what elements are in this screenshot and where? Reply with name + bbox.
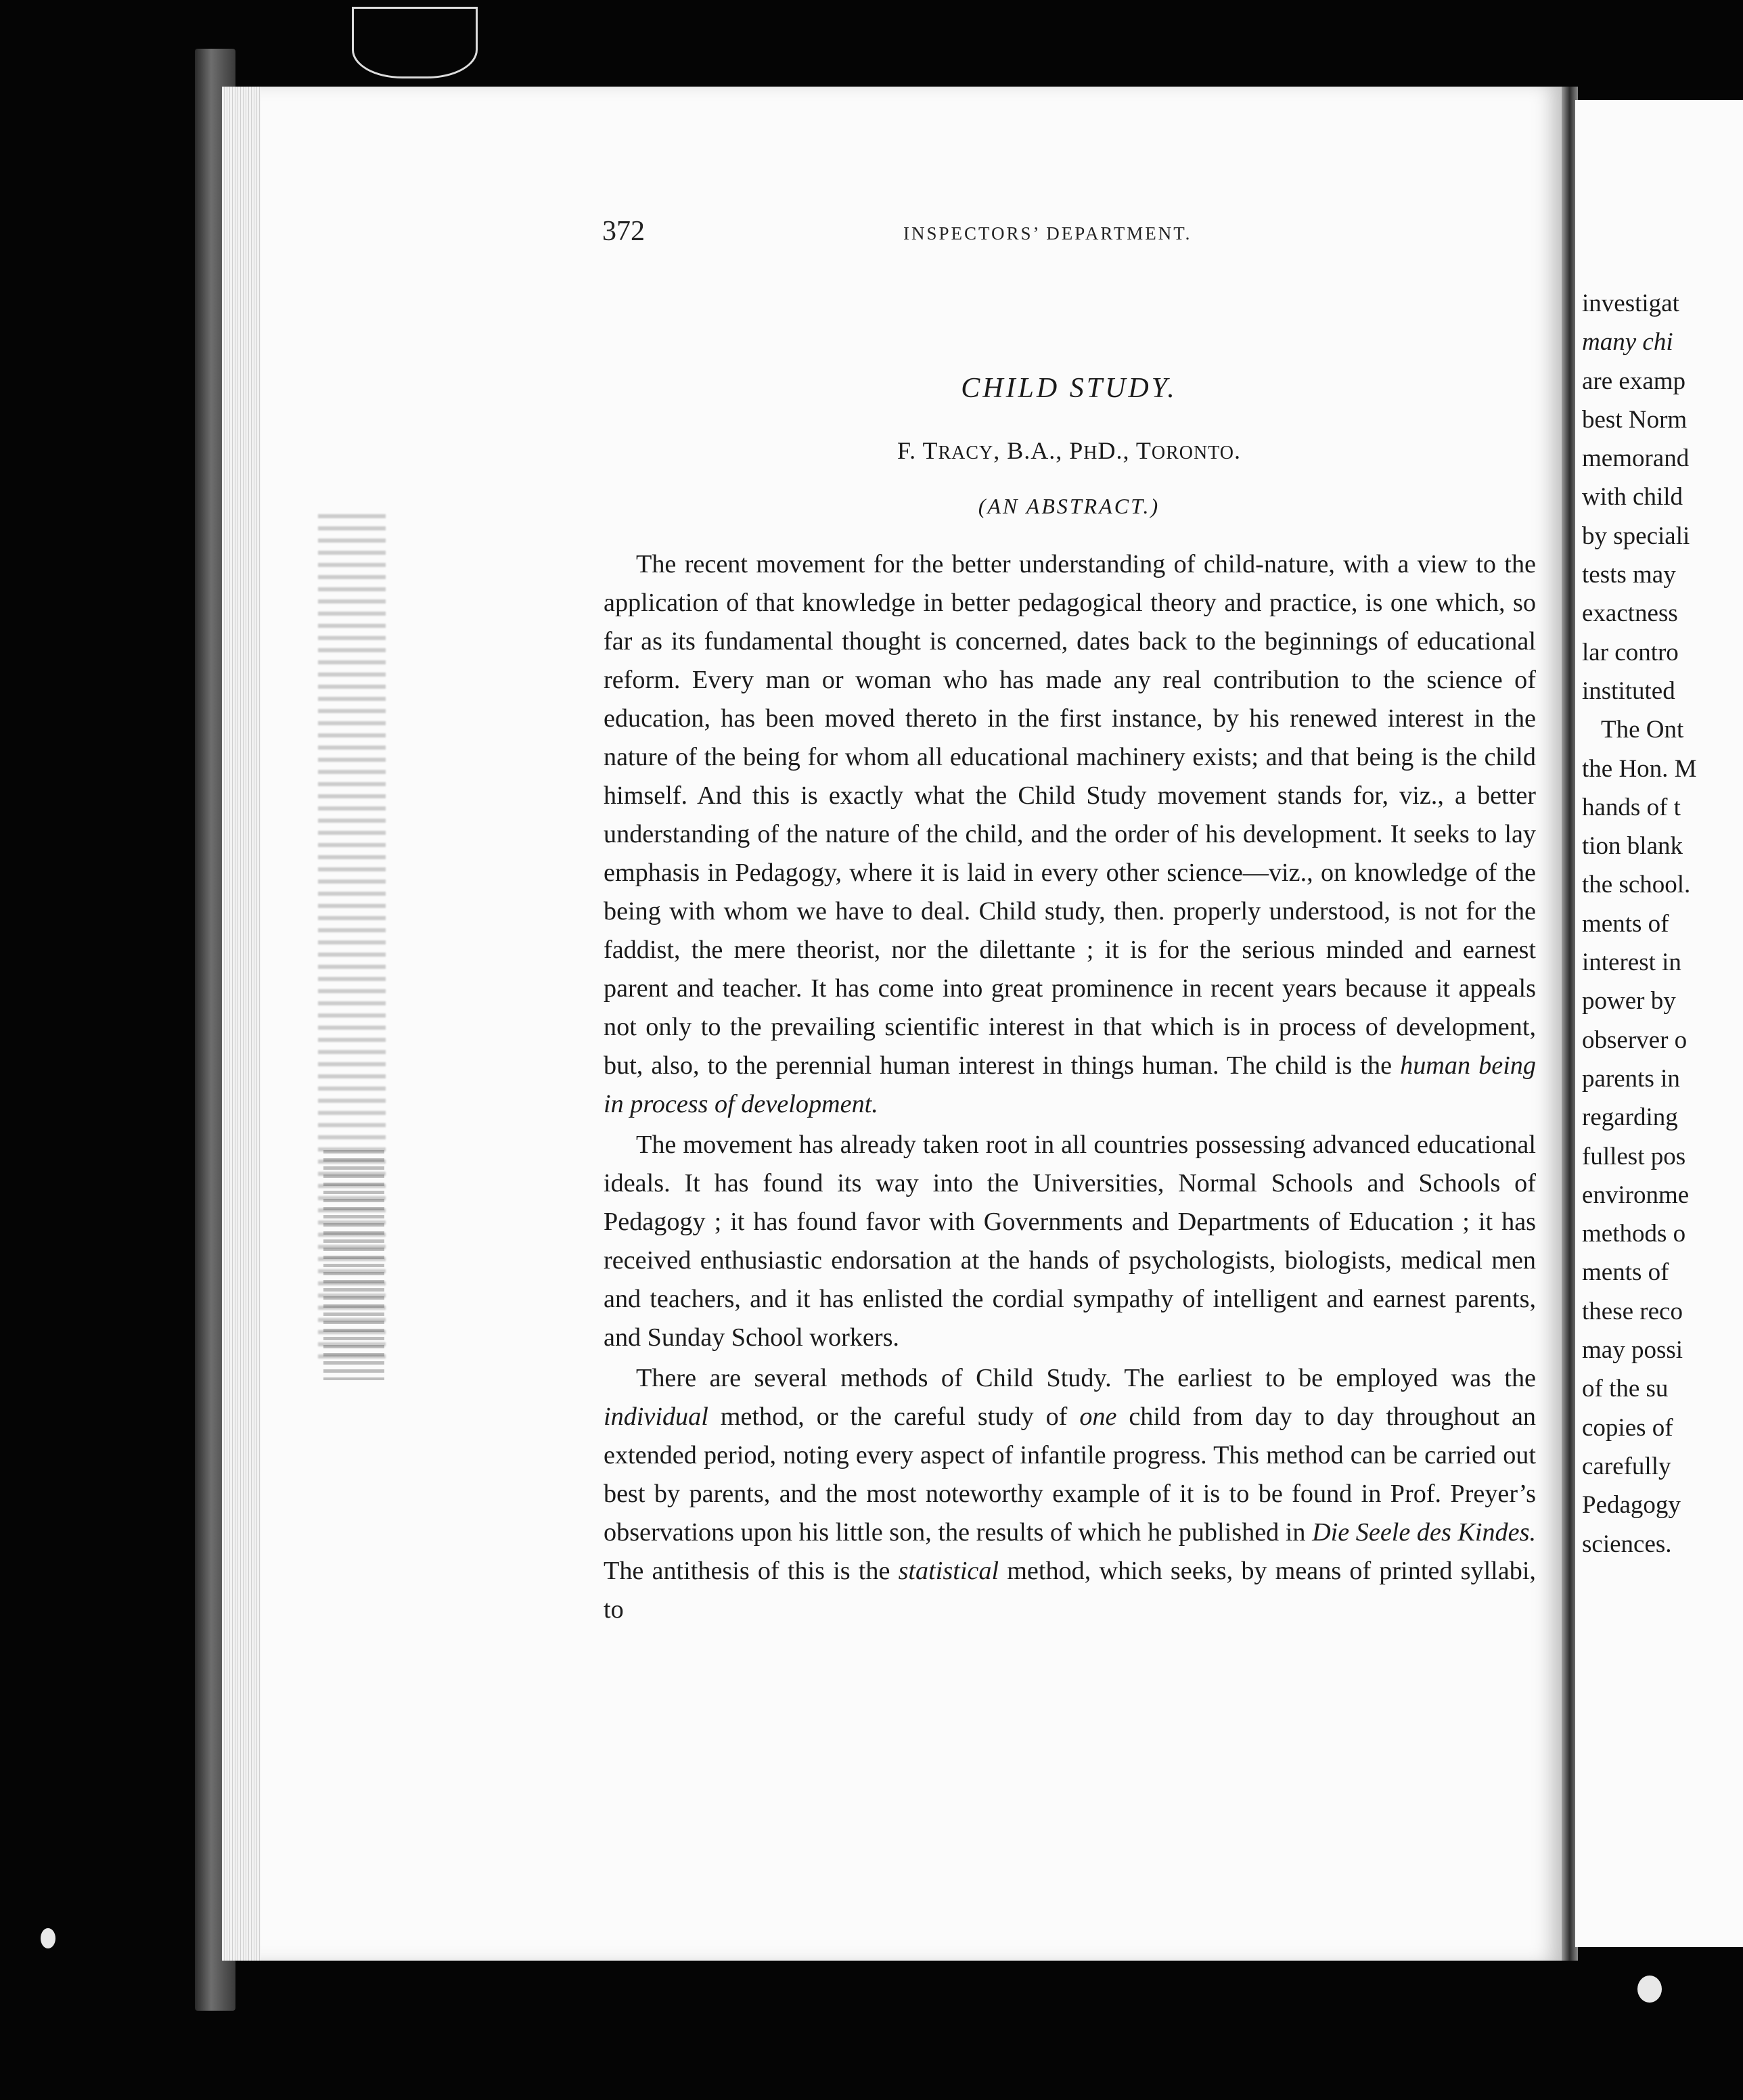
page-edges <box>222 87 263 1961</box>
facing-page-line: ments of <box>1582 1258 1669 1287</box>
facing-page-line: best Norm <box>1582 405 1688 434</box>
facing-page-line: regarding <box>1582 1103 1678 1132</box>
facing-page-line: carefully <box>1582 1452 1671 1480</box>
facing-page-line: these reco <box>1582 1297 1683 1325</box>
paragraph-3-text-c: child from day to day throughout an extended period, noting every aspect of infantile progress. This method can be carried out best by parents, and the most noteworthy example of it is to be found in Prof. Preyer’s observations upon his little son, the results of which he published in <box>604 1402 1536 1547</box>
scan-speck <box>41 1928 55 1948</box>
paragraph-1 <box>604 545 1536 1124</box>
author-initial: F. <box>897 437 923 464</box>
paragraph-3-text-e: method, which seeks, by means of printed syllabi, to <box>604 1557 1536 1624</box>
emphasis-one: one <box>1079 1402 1117 1431</box>
author-city-end: . <box>1234 437 1242 464</box>
facing-page-line: copies of <box>1582 1413 1673 1442</box>
facing-page-line: with child <box>1582 483 1683 511</box>
facing-page-line: investigat <box>1582 290 1679 317</box>
facing-page-line: may possi <box>1582 1336 1683 1365</box>
facing-page-line: methods o <box>1582 1220 1686 1248</box>
author-city-first: T <box>1135 437 1152 464</box>
facing-page-line: exactness <box>1582 599 1678 628</box>
facing-page-line: Pedagogy <box>1582 1491 1681 1520</box>
facing-page-line: of the su <box>1582 1375 1669 1403</box>
facing-page-line: by speciali <box>1582 522 1690 550</box>
facing-page-line: many chi <box>1582 328 1673 357</box>
facing-page-line: instituted <box>1582 677 1675 705</box>
author-degrees: , B.A., P <box>993 437 1084 464</box>
facing-page-line: The Ont <box>1601 716 1684 744</box>
running-head: INSPECTORS’ DEPARTMENT. <box>903 223 1192 244</box>
article-body <box>604 545 1536 1629</box>
facing-page-line: fullest pos <box>1582 1142 1686 1170</box>
author-name-rest: RACY <box>938 442 994 463</box>
facing-page-line: power by <box>1582 987 1676 1015</box>
article-author <box>602 436 1536 465</box>
page-number: 372 <box>602 216 645 247</box>
author-city-rest: ORONTO <box>1151 442 1235 463</box>
emphasis-individual: individual <box>604 1402 708 1431</box>
facing-page-line: lar contro <box>1582 638 1679 666</box>
author-degrees-h: H <box>1083 442 1098 463</box>
facing-page-text <box>1582 284 1697 1563</box>
scan-artifact <box>352 7 478 78</box>
facing-page-line: sciences. <box>1582 1530 1672 1558</box>
article-subtitle: (AN ABSTRACT.) <box>978 494 1160 518</box>
paragraph-1-text: The recent movement for the better understanding of child-nature, with a view to the application of that knowledge in better pedagogical theory and practice, is one which, so far as its fundamental thought is concerned, dates back to the beginnings of educational reform. Every man or woman who has made any real contribution to the science of education, has been moved thereto in the first instance, by his renewed interest in the nature of the being for whom all educational machinery exists; and that being is the child himself. And this is exactly what the Child Study movement stands for, viz., a better understanding of the nature of the child, and the order of his development. It seeks to lay emphasis in Pedagogy, where it is laid in every other science—viz., on knowledge of the being with whom we have to deal. Child study, then. properly understood, is not for the faddist, the mere theorist, nor the dilettante ; it is for the serious minded and earnest parent and teacher. It has come into great prominence in recent years because it appeals not only to the prevailing scientific interest in that which is in process of development, but, also, to the perennial human interest in things human. The child is the <box>604 550 1536 1080</box>
facing-page-line: parents in <box>1582 1064 1680 1093</box>
scan-speck <box>1637 1976 1662 2003</box>
author-degrees-d: D., <box>1097 437 1136 464</box>
paragraph-2: The movement has already taken root in all countries possessing advanced educational ideals. It has found its way into the Universities, Normal Schools and Schools of Pedagogy ; it has found favor with Governments and Departments of Education ; it has received enthusiastic endorsation at the hands of psychologists, biologists, medical men and teachers, and it has enlisted the cordial sympathy of intelligent and earnest parents, and Sunday School workers. <box>604 1131 1536 1352</box>
emphasis-statistical: statistical <box>898 1557 999 1585</box>
paragraph-3-text-d: The antithesis of this is the <box>604 1557 899 1585</box>
author-name-first: T <box>922 437 938 464</box>
paragraph-1-emphasis: human being in process of development. <box>604 1051 1536 1118</box>
article-title: CHILD STUDY. <box>961 373 1177 404</box>
paragraph-3-text-a: There are several methods of Child Study. The earliest to be employed was the <box>636 1364 1536 1392</box>
emphasis-book-title: Die Seele des Kindes. <box>1312 1518 1537 1547</box>
facing-page-line: the school. <box>1582 871 1691 899</box>
paragraph-3 <box>604 1359 1536 1629</box>
facing-page-line: interest in <box>1582 949 1681 977</box>
paragraph-3-text-b: method, or the careful study of <box>708 1402 1080 1431</box>
page-header <box>602 215 1536 256</box>
facing-page-line: tion blank <box>1582 832 1683 861</box>
facing-page-line: memorand <box>1582 444 1690 473</box>
facing-page-line: are examp <box>1582 367 1686 395</box>
facing-page-line: hands of t <box>1582 793 1681 821</box>
facing-page-line: the Hon. M <box>1582 754 1697 783</box>
facing-page-line: observer o <box>1582 1026 1688 1054</box>
facing-page-line: environme <box>1582 1181 1690 1209</box>
ink-bleed-through-lower <box>323 1150 384 1380</box>
facing-page-line: ments of <box>1582 909 1669 938</box>
facing-page-line: tests may <box>1582 561 1676 589</box>
